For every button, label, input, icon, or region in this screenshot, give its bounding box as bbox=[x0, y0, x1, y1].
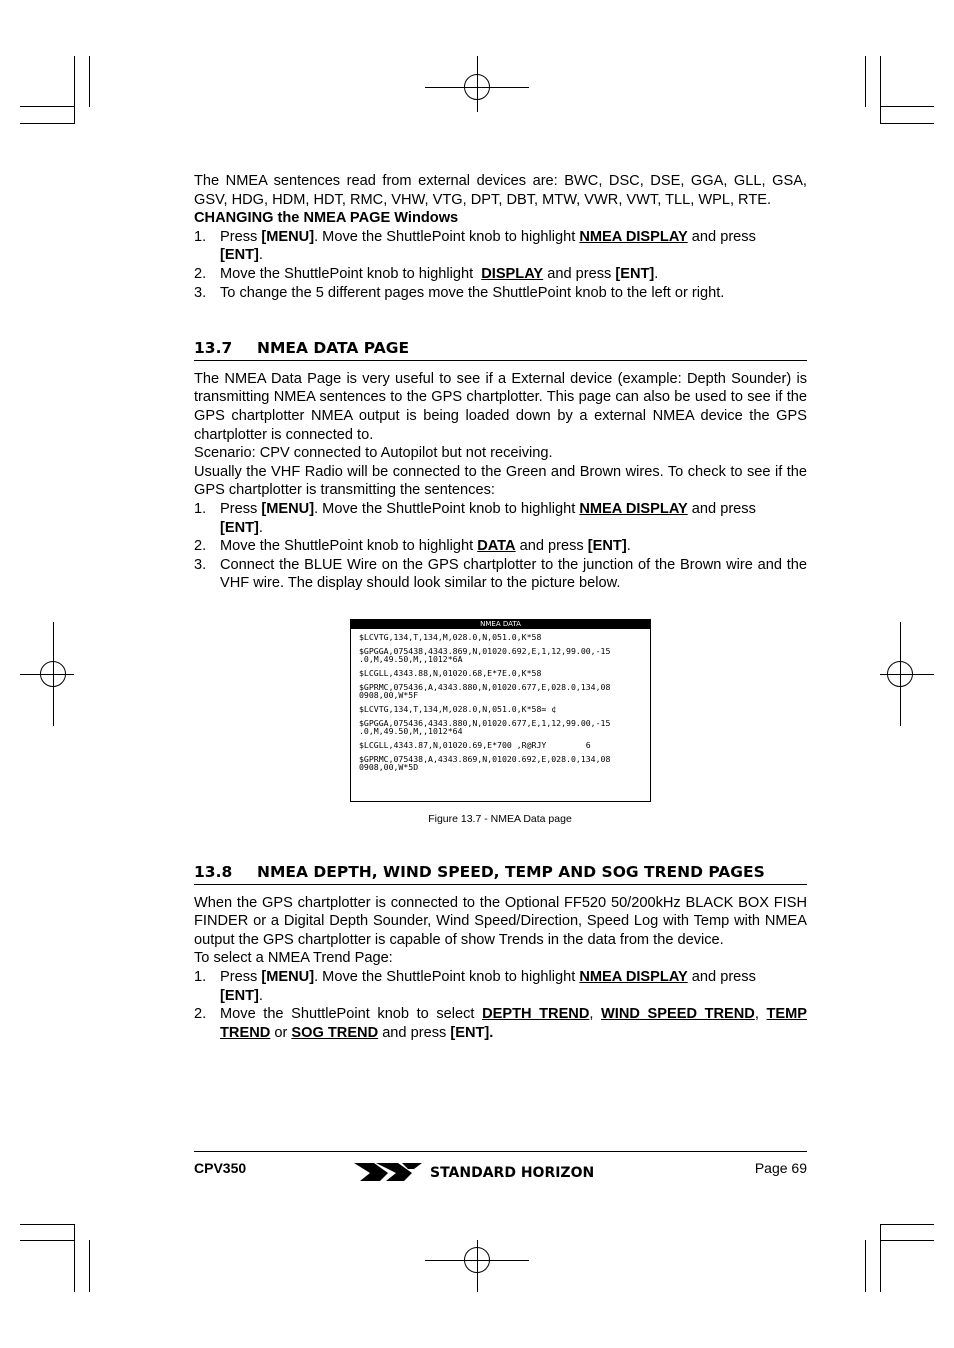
ent-key: [ENT] bbox=[220, 247, 259, 264]
ent-key: [ENT] bbox=[615, 265, 655, 282]
ent-key: [ENT]. bbox=[450, 1024, 494, 1041]
step-text: and press bbox=[687, 500, 756, 517]
step-text: Press bbox=[220, 228, 262, 245]
step-text: Move the ShuttlePoint knob to select bbox=[220, 1006, 483, 1023]
list-item bbox=[194, 265, 807, 284]
footer-page-number: Page 69 bbox=[754, 1160, 807, 1176]
nmea-sentence: $LCVTG,134,T,134,M,028.0,N,051.0,K*58≃ ¢ bbox=[359, 703, 557, 714]
nmea-display-term: NMEA DISPLAY bbox=[579, 228, 688, 245]
nmea-sentence: $LCVTG,134,T,134,M,028.0,N,051.0,K*58 bbox=[359, 632, 542, 642]
step-text: Press bbox=[220, 500, 262, 517]
temp-trend-term: TEMP TREND bbox=[220, 1006, 808, 1041]
step-text: . bbox=[654, 265, 659, 282]
list-item bbox=[194, 537, 807, 556]
step-text: . bbox=[258, 519, 263, 536]
nmea-display-term: NMEA DISPLAY bbox=[579, 500, 688, 517]
footer-rule bbox=[194, 1151, 807, 1152]
nmea-sentence: $GPRMC,075438,A,4343.869,N,01020.692,E,028.0,134,08 0908,00,W*5D bbox=[359, 753, 611, 773]
list-item bbox=[194, 500, 807, 537]
sog-trend-term: SOG TREND bbox=[291, 1024, 379, 1041]
footer-model: CPV350 bbox=[194, 1160, 247, 1176]
changing-heading: CHANGING the NMEA PAGE Windows bbox=[194, 210, 459, 227]
step-text: . bbox=[258, 247, 263, 264]
nmea-sentence: $GPRMC,075436,A,4343.880,N,01020.677,E,028.0,134,08 0908,00,W*5F bbox=[359, 681, 611, 701]
list-item bbox=[194, 556, 807, 593]
step-number: 2. bbox=[194, 265, 207, 282]
menu-key: [MENU] bbox=[261, 500, 315, 517]
vhf-paragraph: Usually the VHF Radio will be connected to the Green and Brown wires. To check to see if the GPS chartplotter is transmitting the sentences: bbox=[194, 463, 807, 499]
step-text: and press bbox=[543, 265, 616, 282]
step-text: Move the ShuttlePoint knob to highlight bbox=[220, 265, 482, 282]
page-content bbox=[194, 172, 807, 593]
nmea-sentence: $GPGGA,075438,4343.869,N,01020.692,E,1,12,99.00,-15 .0,M,49.50,M,,1012*6A bbox=[359, 645, 611, 665]
menu-key: [MENU] bbox=[261, 228, 315, 245]
step-text: Press bbox=[220, 968, 262, 985]
figure-caption: Figure 13.7 - NMEA Data page bbox=[428, 813, 572, 825]
trend-intro-paragraph: When the GPS chartplotter is connected to the Optional FF520 50/200kHz BLACK BOX FISH FINDER or a Digital Depth Sounder, Wind Speed/Direction, Speed Log with Temp with NMEA output the GPS chartplotter is capable of show Trends in the data from the device. bbox=[194, 894, 807, 948]
step-text: To change the 5 different pages move the ShuttlePoint knob to the left or right. bbox=[220, 284, 725, 301]
step-text: and press bbox=[687, 968, 756, 985]
ent-key: [ENT] bbox=[220, 519, 259, 536]
step-number: 1. bbox=[194, 228, 207, 245]
step-number: 1. bbox=[194, 968, 207, 985]
nmea-sentence: $GPGGA,075436,4343.880,N,01020.677,E,1,12,99.00,-15 .0,M,49.50,M,,1012*64 bbox=[359, 717, 611, 737]
screen-title: NMEA DATA bbox=[351, 620, 650, 629]
step-number: 2. bbox=[194, 1006, 207, 1023]
wind-speed-trend-term: WIND SPEED TREND bbox=[601, 1006, 755, 1023]
depth-trend-term: DEPTH TREND bbox=[482, 1006, 590, 1023]
list-item bbox=[194, 228, 807, 265]
section-13-8 bbox=[194, 863, 807, 1042]
step-text: or bbox=[270, 1024, 292, 1041]
nmea-data-steps bbox=[194, 500, 807, 593]
step-text: and press bbox=[687, 228, 756, 245]
section-number: 13.7 bbox=[194, 339, 233, 358]
intro-paragraph: The NMEA sentences read from external devices are: BWC, DSC, DSE, GGA, GLL, GSA, GSV, HDG, HDM, HDT, RMC, VHW, VTG, DPT, DBT, MTW, VWR, VWT, TLL, WPL, RTE. bbox=[194, 173, 807, 208]
nmea-data-paragraph: The NMEA Data Page is very useful to see if a External device (example: Depth Sounder) is transmitting NMEA sentences to the GPS chartplotter. This page can also be used to see if the GPS chartplotter NMEA output is being loaded down by a external NMEA device the GPS chartplotter is connected to. bbox=[194, 370, 807, 443]
section-heading-13-8 bbox=[194, 863, 807, 885]
step-number: 2. bbox=[194, 538, 207, 555]
step-text: , bbox=[589, 1006, 602, 1023]
display-term: DISPLAY bbox=[481, 265, 544, 282]
ent-key: [ENT] bbox=[220, 987, 259, 1004]
step-text: . Move the ShuttlePoint knob to highlight bbox=[314, 500, 580, 517]
step-text: and press bbox=[378, 1024, 451, 1041]
step-text: and press bbox=[515, 538, 588, 555]
step-text: . bbox=[258, 987, 263, 1004]
step-text: . Move the ShuttlePoint knob to highlight bbox=[314, 968, 580, 985]
step-number: 1. bbox=[194, 500, 207, 517]
list-item bbox=[194, 1005, 807, 1042]
ent-key: [ENT] bbox=[587, 538, 627, 555]
step-number: 3. bbox=[194, 284, 207, 301]
menu-key: [MENU] bbox=[261, 968, 315, 985]
nmea-display-term: NMEA DISPLAY bbox=[579, 968, 688, 985]
nmea-sentence-list bbox=[351, 629, 650, 772]
step-text: Connect the BLUE Wire on the GPS chartplotter to the junction of the Brown wire and the VHF wire. The display should look similar to the picture below. bbox=[220, 556, 807, 592]
standard-horizon-logo bbox=[354, 1161, 654, 1183]
section-number: 13.8 bbox=[194, 863, 233, 881]
nmea-sentence: $LCGLL,4343.88,N,01020.68,E*7E.0,K*58 bbox=[359, 667, 542, 678]
step-number: 3. bbox=[194, 556, 207, 573]
section-title: NMEA DEPTH, WIND SPEED, TEMP AND SOG TREND PAGES bbox=[257, 863, 765, 881]
data-term: DATA bbox=[477, 538, 516, 555]
step-text: , bbox=[754, 1006, 767, 1023]
section-title: NMEA DATA PAGE bbox=[257, 339, 410, 358]
step-text: . bbox=[626, 538, 631, 555]
list-item bbox=[194, 968, 807, 1005]
section-heading-13-7 bbox=[194, 339, 807, 361]
nmea-data-screen bbox=[350, 619, 651, 802]
intro-steps bbox=[194, 228, 807, 302]
scenario-paragraph: Scenario: CPV connected to Autopilot but not receiving. bbox=[194, 445, 553, 462]
nmea-sentence: $LCGLL,4343.87,N,01020.69,E*700 ,R@RJY 6 bbox=[359, 739, 591, 750]
trend-steps bbox=[194, 968, 807, 1042]
step-text: Move the ShuttlePoint knob to highlight bbox=[220, 538, 478, 555]
step-text: . Move the ShuttlePoint knob to highlight bbox=[314, 228, 580, 245]
trend-select-paragraph: To select a NMEA Trend Page: bbox=[194, 950, 393, 967]
list-item bbox=[194, 284, 807, 303]
brand-name: STANDARD HORIZON bbox=[430, 1165, 595, 1181]
